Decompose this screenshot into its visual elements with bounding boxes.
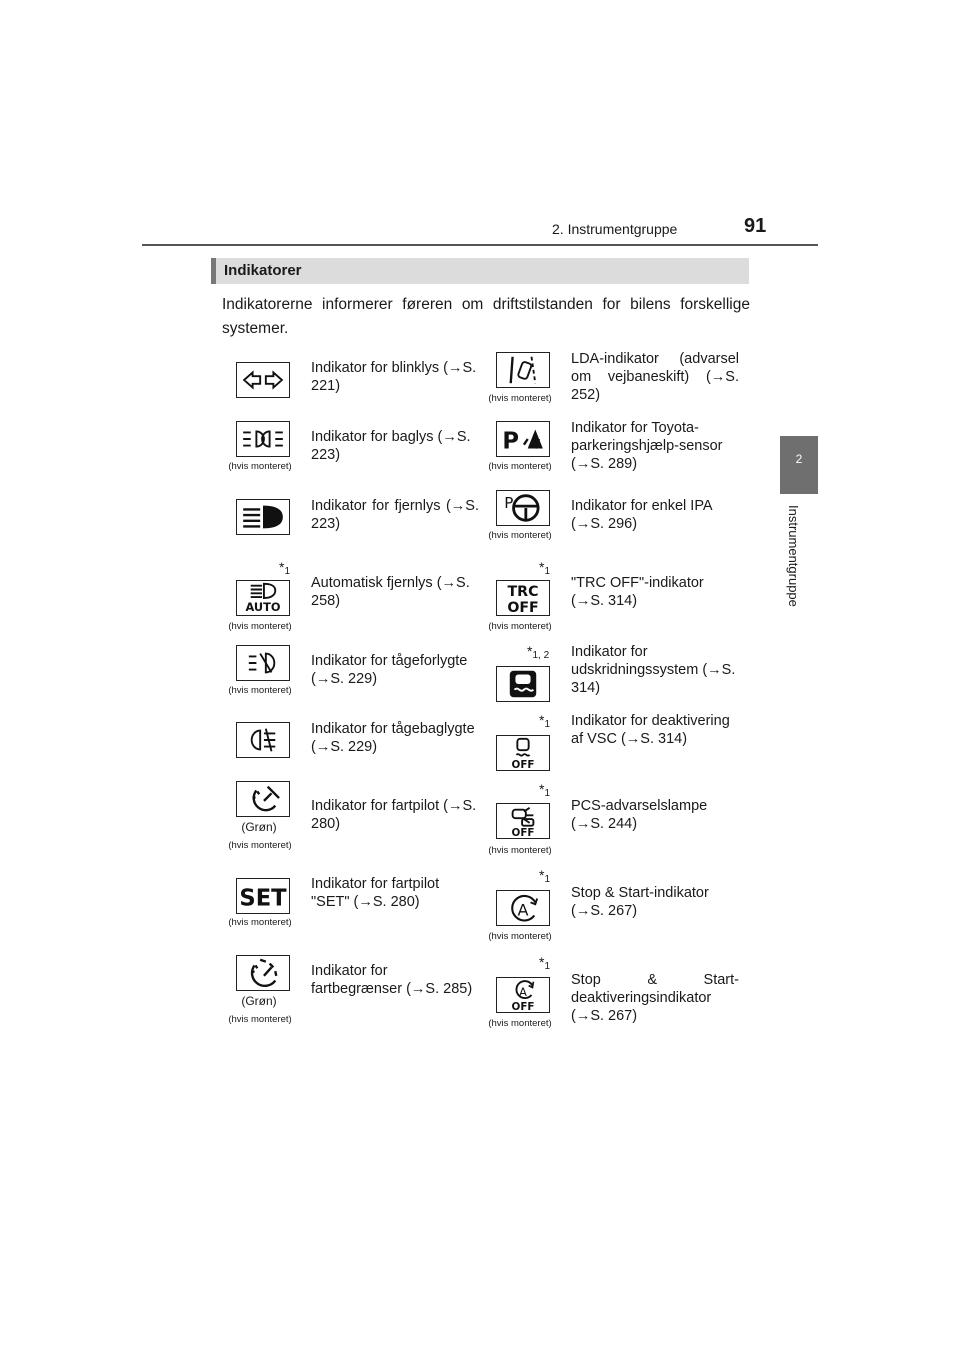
indicator-description: Automatisk fjernlys (→S. 258) — [311, 575, 470, 609]
section-heading — [211, 258, 749, 284]
footnote-star: * — [527, 643, 533, 659]
indicator-description: Stop & Start-deaktiveringsindikator (→S. 267) — [571, 972, 739, 1024]
trc-off-icon-text: OFF — [507, 600, 539, 615]
footnote-mark — [539, 712, 550, 728]
installed-note: (hvis monteret) — [228, 917, 292, 928]
auto-high-beam-icon — [236, 580, 290, 616]
stop-start-off-icon-text: OFF — [511, 1001, 535, 1012]
color-note: (Grøn) — [241, 994, 277, 1008]
set-text-icon — [236, 878, 290, 914]
indicator-description: Indikator for deaktivering af VSC (→S. 314) — [571, 713, 730, 747]
footnote-star: * — [539, 867, 545, 883]
footnote-number: 1 — [544, 874, 551, 885]
svg-text:A: A — [517, 900, 529, 920]
indicator-description: Indikator for blinklys (→S. 221) — [311, 360, 477, 394]
indicator-description: Indikator for Toyota-parkeringshjælp-sensor (→S. 289) — [571, 420, 723, 472]
high-beam-icon — [236, 499, 290, 535]
indicator-description: Indikator for enkel IPA (→S. 296) — [571, 498, 712, 532]
indicator-description: "TRC OFF"-indikator (→S. 314) — [571, 575, 704, 609]
installed-note: (hvis monteret) — [488, 845, 552, 856]
vsc-off-icon-text: OFF — [511, 759, 535, 770]
lda-icon — [496, 352, 550, 388]
installed-note: (hvis monteret) — [488, 461, 552, 472]
indicator-description: Indikator for fartpilot "SET" (→S. 280) — [311, 876, 440, 910]
footnote-mark — [539, 781, 550, 797]
section-title: Indikatorer — [224, 262, 302, 279]
svg-text:P: P — [502, 428, 520, 455]
cruise-control-icon — [236, 781, 290, 817]
section-accent — [211, 258, 216, 284]
chapter-title: 2. Instrumentgruppe — [552, 221, 678, 237]
color-note: (Grøn) — [241, 820, 277, 834]
tail-light-icon — [236, 421, 290, 457]
trc-off-icon — [496, 580, 550, 616]
parking-sensor-icon — [496, 421, 550, 457]
indicator-description: Indikator for baglys (→S. 223) — [311, 429, 471, 463]
page-number: 91 — [744, 215, 767, 237]
ipa-icon — [496, 490, 550, 526]
footnote-number: 1, 2 — [532, 650, 550, 661]
pcs-off-icon-text: OFF — [511, 827, 535, 838]
stop-start-off-icon — [496, 977, 550, 1013]
footnote-star: * — [539, 712, 545, 728]
footnote-mark — [539, 867, 550, 883]
installed-note: (hvis monteret) — [488, 621, 552, 632]
set-icon-text: SET — [239, 885, 287, 912]
footnote-star: * — [279, 559, 285, 575]
indicator-description: Indikator for fartbegrænser (→S. 285) — [311, 963, 473, 997]
turn-signal-icon — [236, 362, 290, 398]
svg-text:AUTO: AUTO — [245, 600, 281, 615]
footnote-number: 1 — [544, 961, 551, 972]
footnote-star: * — [539, 781, 545, 797]
footnote-star: * — [539, 954, 545, 970]
rear-fog-icon — [236, 722, 290, 758]
indicator-description: PCS-advarselslampe (→S. 244) — [571, 798, 708, 832]
chapter-tab[interactable]: 2 — [780, 436, 818, 494]
installed-note: (hvis monteret) — [488, 530, 552, 541]
indicator-description: Indikator for fjernlys (→S. 223) — [311, 498, 479, 532]
footnote-number: 1 — [544, 788, 551, 799]
indicator-description: Indikator for udskridningssystem (→S. 314) — [571, 644, 736, 696]
installed-note: (hvis monteret) — [488, 1018, 552, 1029]
indicator-description: LDA-indikator (advarsel om vejbaneskift) (→S. 252) — [571, 351, 739, 403]
installed-note: (hvis monteret) — [228, 685, 292, 696]
footnote-number: 1 — [544, 719, 551, 730]
header-rule — [142, 244, 818, 246]
installed-note: (hvis monteret) — [488, 393, 552, 404]
footnote-mark — [539, 559, 550, 575]
svg-text:A: A — [519, 984, 527, 999]
installed-note: (hvis monteret) — [228, 461, 292, 472]
footnote-mark — [539, 954, 550, 970]
footnote-number: 1 — [544, 566, 551, 577]
installed-note: (hvis monteret) — [488, 931, 552, 942]
footnote-mark — [279, 559, 290, 575]
installed-note: (hvis monteret) — [228, 1014, 292, 1025]
indicator-description: Indikator for fartpilot (→S. 280) — [311, 798, 477, 832]
indicator-description: Indikator for tågeforlygte (→S. 229) — [311, 653, 468, 687]
section-intro: Indikatorerne informerer føreren om driftstilstanden for bilens forskellige systemer. — [222, 296, 750, 337]
footnote-mark — [527, 643, 549, 659]
skid-icon — [496, 666, 550, 702]
installed-note: (hvis monteret) — [228, 621, 292, 632]
vsc-off-icon — [496, 735, 550, 771]
footnote-star: * — [539, 559, 545, 575]
front-fog-icon — [236, 645, 290, 681]
speed-limiter-icon — [236, 955, 290, 991]
svg-text:P: P — [504, 494, 514, 512]
installed-note: (hvis monteret) — [228, 840, 292, 851]
trc-icon-text: TRC — [507, 584, 539, 601]
pcs-icon — [496, 803, 550, 839]
chapter-tab-label: Instrumentgruppe — [786, 505, 801, 607]
indicator-description: Stop & Start-indikator (→S. 267) — [571, 885, 709, 919]
indicator-description: Indikator for tågebaglygte (→S. 229) — [311, 721, 475, 755]
footnote-number: 1 — [284, 566, 291, 577]
stop-start-icon — [496, 890, 550, 926]
